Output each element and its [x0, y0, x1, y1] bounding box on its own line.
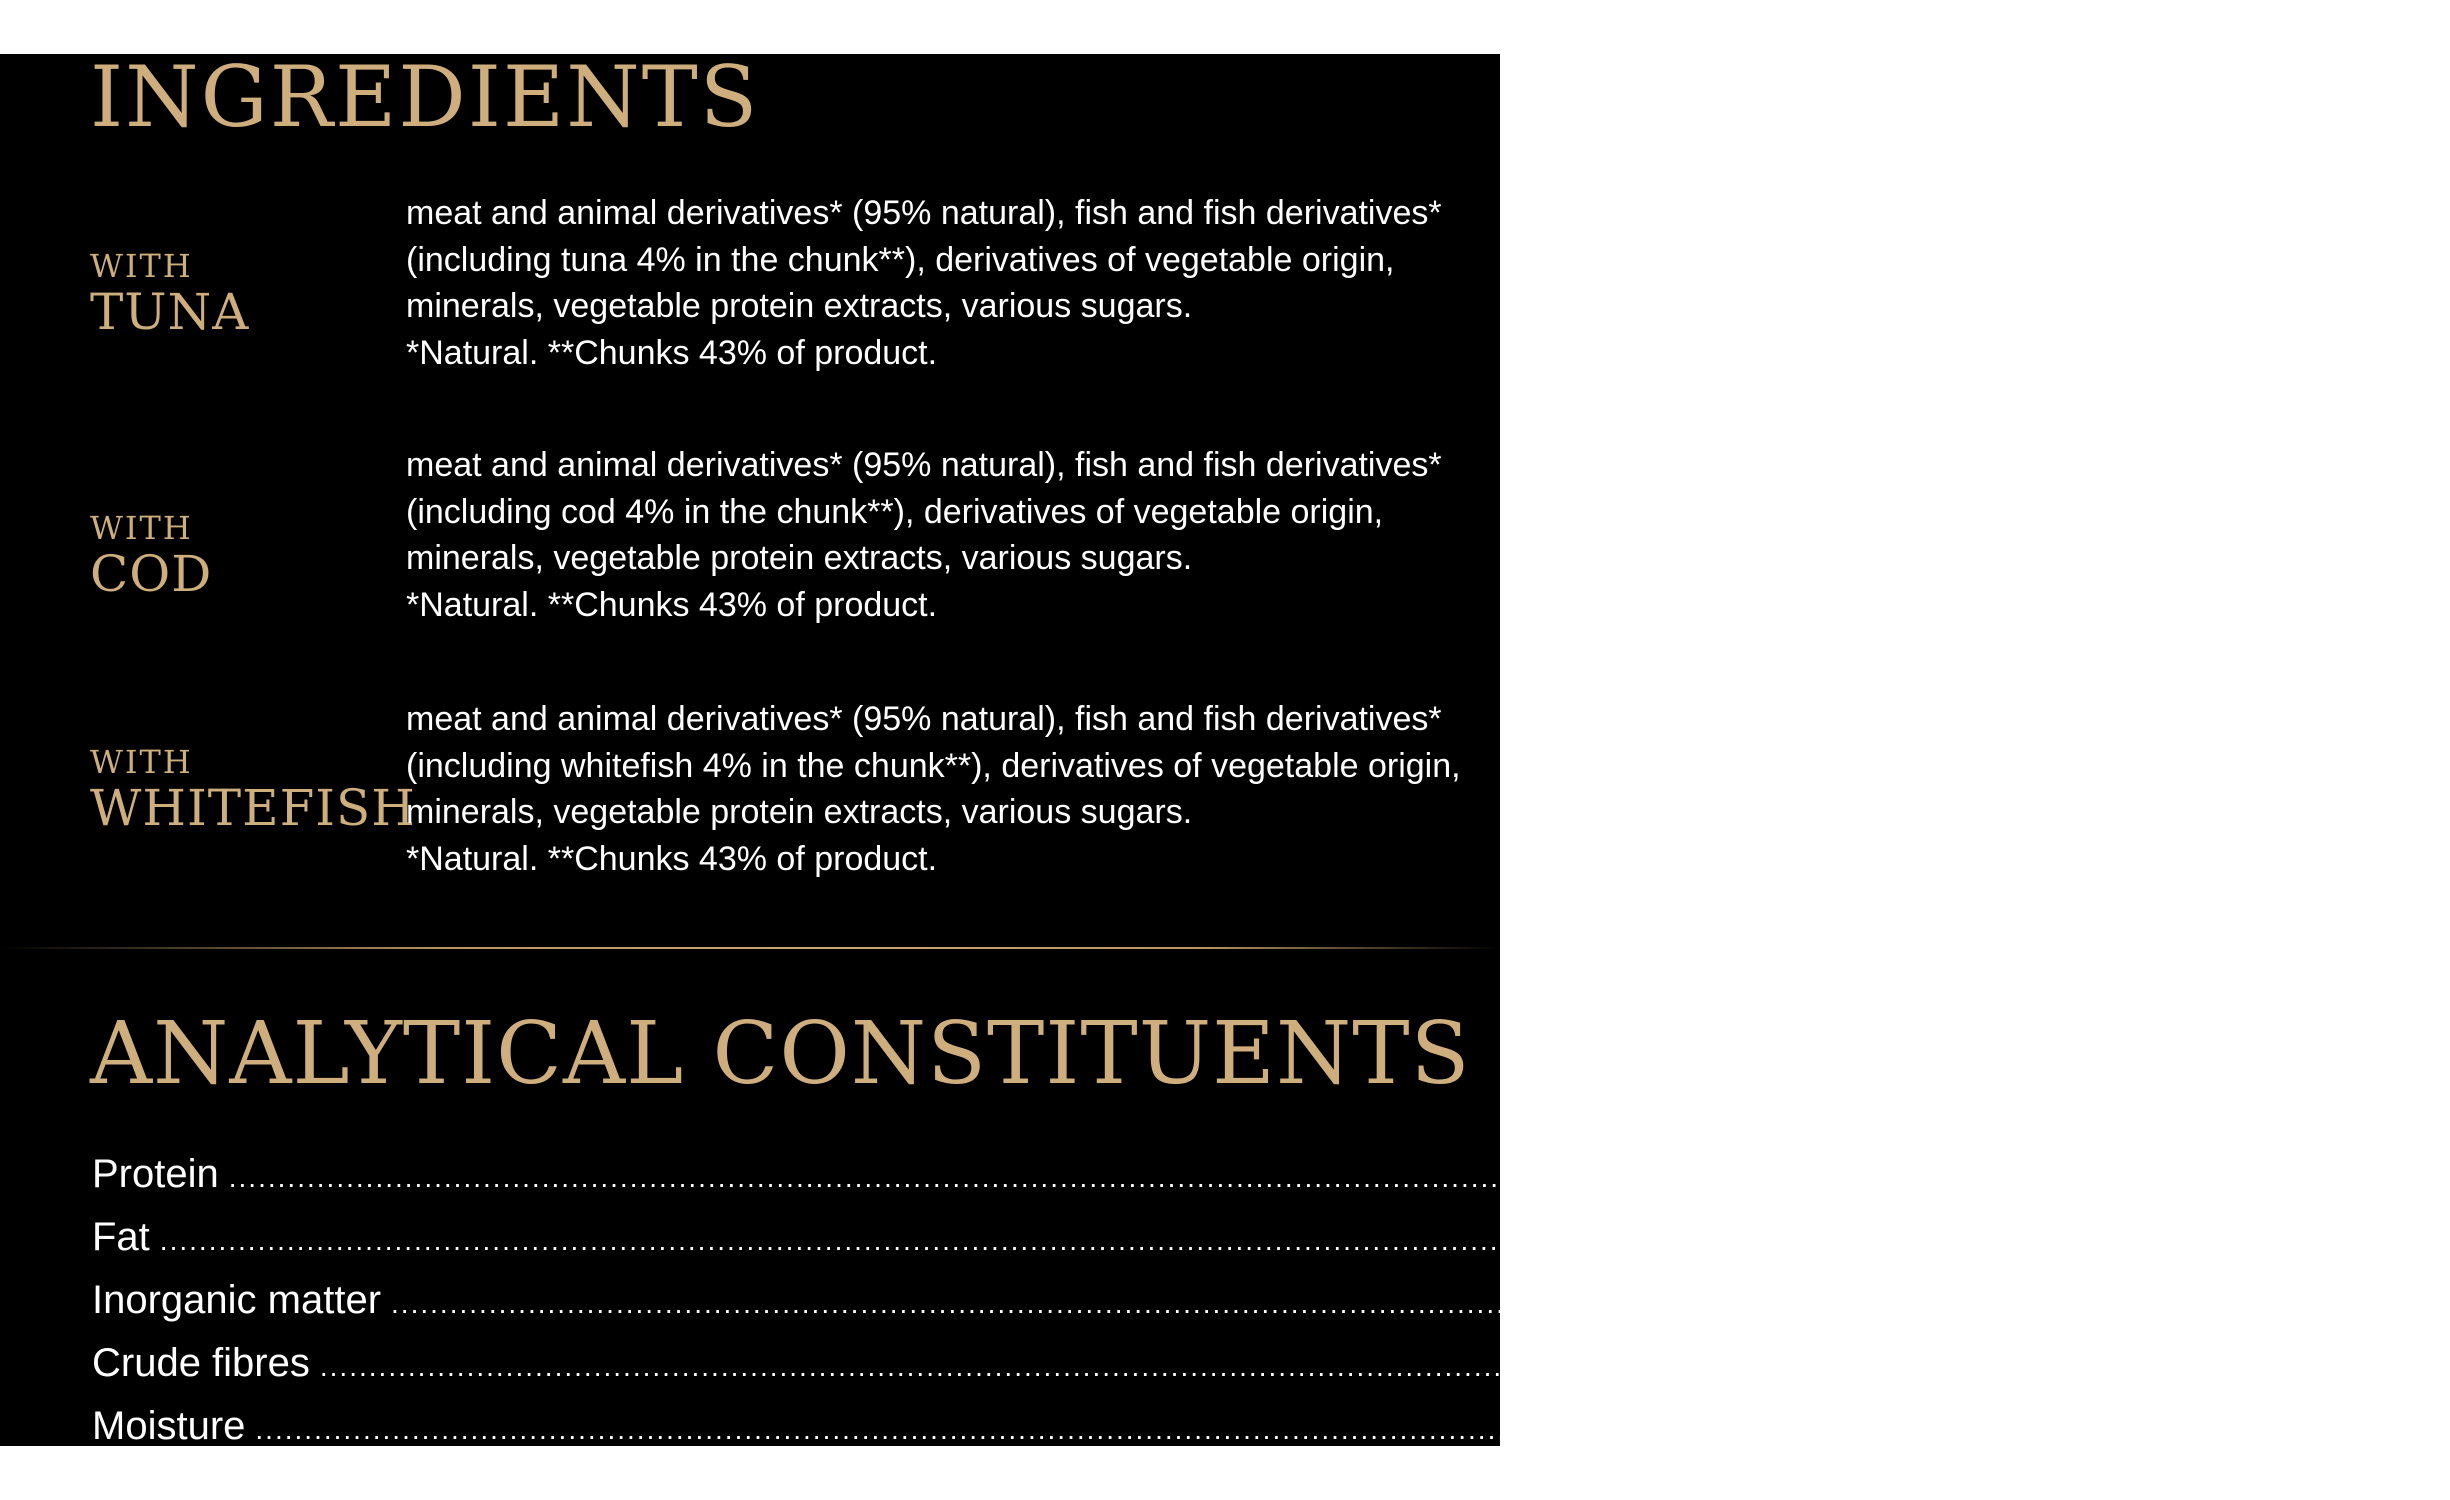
constituent-label: Inorganic matter	[92, 1278, 382, 1322]
constituent-row	[92, 1215, 2219, 1278]
dot-leader: ........................................................................................................................................................................................................	[391, 1288, 2347, 1319]
variant-label	[90, 248, 249, 340]
constituents-list	[92, 1152, 2450, 1467]
variant-with: WITH	[90, 509, 193, 547]
constituent-label: Protein	[92, 1152, 219, 1196]
constituent-row	[92, 1278, 2450, 1341]
section-divider	[0, 947, 1500, 949]
variant-ingredients	[406, 442, 1476, 628]
dot-leader: ........................................................................................................................................................................................................	[319, 1351, 2276, 1382]
variant-label	[90, 744, 416, 836]
ingredients-text: meat and animal derivatives* (95% natural), fish and fish derivatives* (including tuna 4% in the chunk**), derivatives of vegetable origin, minerals, vegetable protein extracts, various sugars.	[406, 194, 1442, 325]
variant-name: WHITEFISH	[90, 779, 416, 837]
constituent-label: Fat	[92, 1215, 150, 1259]
constituent-row	[92, 1404, 2337, 1467]
constituent-value: 4.4%	[2127, 1215, 2219, 1259]
ingredients-text: meat and animal derivatives* (95% natural), fish and fish derivatives* (including cod 4% in the chunk**), derivatives of vegetable origin, minerals, vegetable protein extracts, various sugars.	[406, 446, 1442, 577]
variant-name: COD	[90, 545, 213, 603]
ingredients-note: *Natural. **Chunks 43% of product.	[406, 333, 938, 372]
variant-with: WITH	[90, 743, 193, 781]
variant-name: TUNA	[90, 283, 250, 341]
dot-leader: ........................................................................................................................................................................................................	[228, 1162, 2185, 1193]
constituent-row	[92, 1152, 2288, 1215]
variant-with: WITH	[90, 247, 193, 285]
constituent-value: 84.0%	[2223, 1404, 2337, 1448]
constituent-label: Crude fibres	[92, 1341, 310, 1385]
variant-ingredients	[406, 190, 1476, 376]
ingredients-text: meat and animal derivatives* (95% natural), fish and fish derivatives* (including whitefish 4% in the chunk**), derivatives of vegetable origin, minerals, vegetable protein extracts, various sugars.	[406, 700, 1461, 831]
analytical-constituents-title: ANALYTICAL CONSTITUENTS	[90, 1004, 1471, 1104]
constituent-value: 7.9%	[2196, 1152, 2288, 1196]
ingredients-note: *Natural. **Chunks 43% of product.	[406, 839, 938, 878]
product-info-panel	[0, 48, 2450, 1448]
constituent-value: 0.30%	[2287, 1341, 2402, 1385]
constituent-value: 1.4%	[2358, 1278, 2450, 1322]
variant-label	[90, 510, 212, 602]
ingredients-title: INGREDIENTS	[90, 48, 760, 146]
constituent-row	[92, 1341, 2402, 1404]
dot-leader: ........................................................................................................................................................................................................	[255, 1414, 2212, 1445]
constituent-label: Moisture	[92, 1404, 246, 1448]
dot-leader: ........................................................................................................................................................................................................	[159, 1225, 2116, 1256]
variant-ingredients	[406, 696, 1476, 882]
ingredients-note: *Natural. **Chunks 43% of product.	[406, 585, 938, 624]
